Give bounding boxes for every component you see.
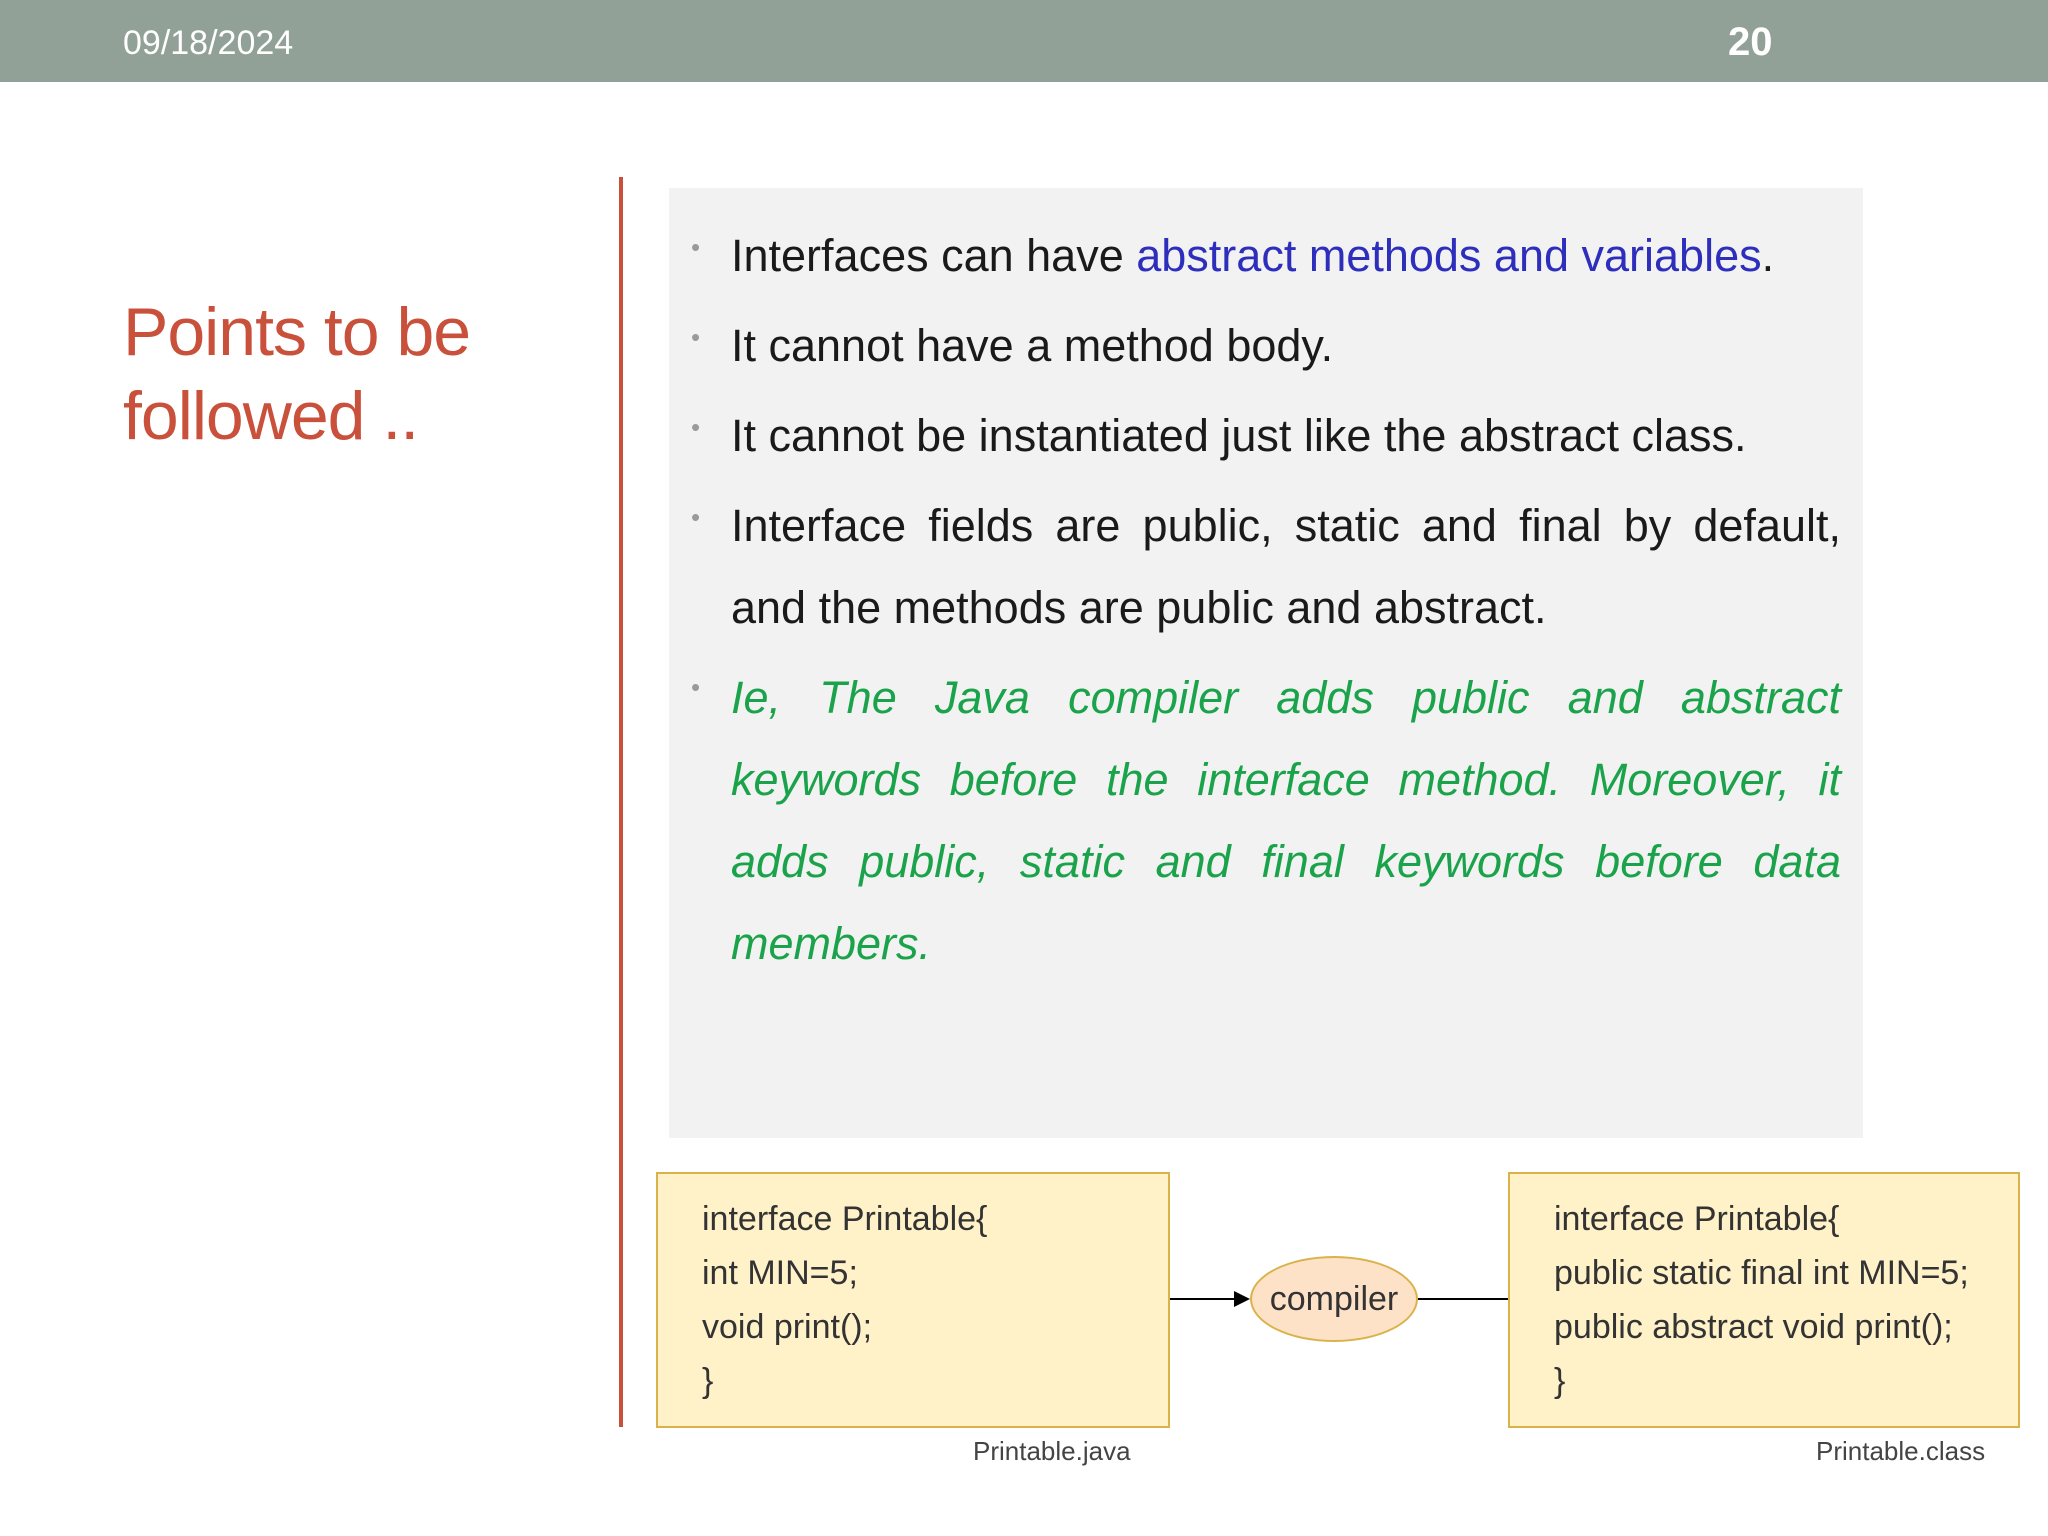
bullet-5-line-2: keywords before the interface method. Moreover, it	[731, 754, 1841, 805]
slide-title	[123, 290, 563, 458]
bullet-5-line-4: members.	[731, 918, 932, 969]
output-caption: Printable.class	[1816, 1436, 1986, 1466]
slide-date: 09/18/2024	[123, 24, 294, 62]
source-code-line: }	[702, 1362, 714, 1400]
bullet-marker: •	[691, 502, 701, 532]
source-code-box	[656, 1172, 1170, 1428]
bullet-2: It cannot have a method body.	[731, 320, 1334, 371]
arrow-to-compiler	[1170, 1298, 1234, 1300]
title-line-2: followed ..	[123, 378, 419, 454]
bullet-panel	[669, 188, 1863, 1138]
bullet-5-line-1: Ie, The Java compiler adds public and abstract	[731, 672, 1841, 723]
output-code-line: public static final int MIN=5;	[1554, 1254, 1969, 1292]
bullet-4-line-1: Interface fields are public, static and final by default,	[731, 500, 1841, 551]
bullet-5-line-3: adds public, static and final keywords before data	[731, 836, 1841, 887]
slide-number: 20	[1728, 20, 1773, 64]
bullet-1	[731, 230, 1841, 282]
bullet-1-suffix: .	[1761, 230, 1775, 281]
source-caption: Printable.java	[973, 1436, 1131, 1466]
bullet-marker: •	[691, 232, 701, 262]
bullet-marker: •	[691, 672, 701, 702]
arrow-to-output	[1418, 1298, 1510, 1300]
compiler-node	[1250, 1256, 1418, 1342]
bullet-3: It cannot be instantiated just like the abstract class.	[731, 410, 1747, 461]
title-line-1: Points to be	[123, 294, 471, 370]
slide-header	[0, 0, 2048, 82]
output-code-line: }	[1554, 1362, 1566, 1400]
source-code-line: int MIN=5;	[702, 1254, 858, 1292]
bullet-marker: •	[691, 322, 701, 352]
bullet-1-prefix: Interfaces can have	[731, 230, 1137, 281]
bullet-4-line-2: and the methods are public and abstract.	[731, 582, 1547, 633]
bullet-1-highlight: abstract methods and variables	[1136, 230, 1762, 281]
output-code-line: public abstract void print();	[1554, 1308, 1953, 1346]
output-code-line: interface Printable{	[1554, 1200, 1840, 1238]
arrow-head-icon	[1234, 1291, 1250, 1307]
vertical-divider	[619, 177, 623, 1427]
output-code-box	[1508, 1172, 2020, 1428]
bullet-marker: •	[691, 412, 701, 442]
source-code-line: void print();	[702, 1308, 873, 1346]
compiler-label: compiler	[1269, 1280, 1399, 1318]
source-code-line: interface Printable{	[702, 1200, 988, 1238]
